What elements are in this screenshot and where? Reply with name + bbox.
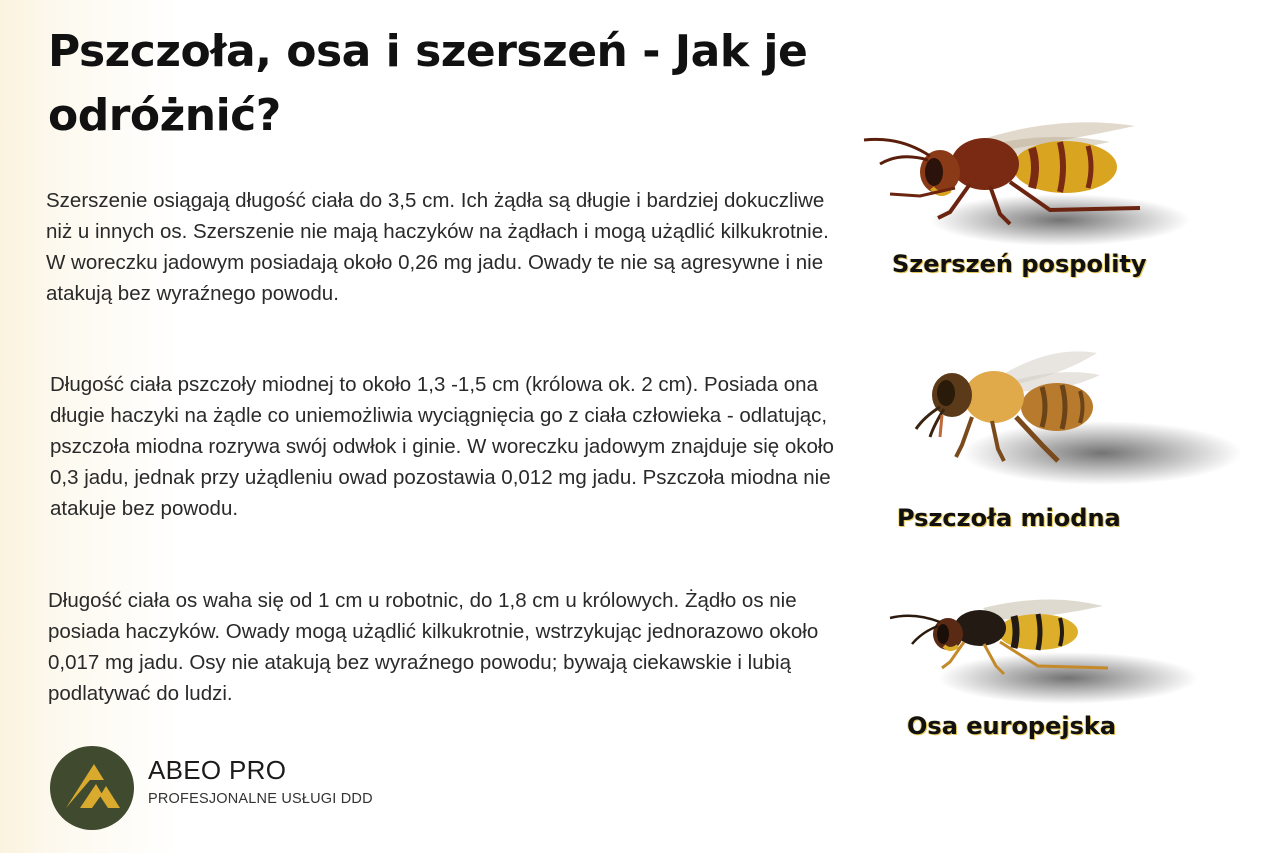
hornet-caption: Szerszeń pospolity — [892, 250, 1147, 278]
brand-name: ABEO PRO — [148, 755, 287, 785]
honeybee-caption: Pszczoła miodna — [897, 504, 1121, 532]
wasp-description: Długość ciała os waha się od 1 cm u robotnic, do 1,8 cm u królowych. Żądło os nie posiada haczyków. Owady mogą użądlić kilkukrotnie, wstrzykując jednorazowo około 0,017 mg jadu. Osy nie atakują bez wyraźnego powodu; bywają ciekawskie i lubią podlatywać do ludzi. — [48, 589, 819, 705]
honeybee-description: Długość ciała pszczoły miodnej to około 1,3 -1,5 cm (królowa ok. 2 cm). Posiada ona długie haczyki na żądle co uniemożliwia wyciągnięcia go z ciała człowieka - odlatując, pszczoła miodna rozrywa swój odwłok i ginie. W woreczku jadowym znajduje się około 0,3 jadu, jednak przy użądleniu owad pozostawia 0,012 mg jadu. Pszczoła miodna nie atakuje bez powodu. — [50, 373, 834, 520]
abeo-logo-icon — [50, 746, 134, 830]
page-title: Pszczoła, osa i szerszeń - Jak je odróżnić? — [48, 26, 808, 141]
brand-tagline: PROFESJONALNE USŁUGI DDD — [148, 791, 373, 807]
honeybee-icon — [912, 345, 1222, 485]
hornet-description: Szerszenie osiągają długość ciała do 3,5 cm. Ich żądła są długie i bardziej dokuczliwe niż u innych os. Szerszenie nie mają haczyków na żądłach i mogą użądlić kilkukrotnie. W woreczku jadowym posiadają około 0,26 mg jadu. Owady te nie są agresywne i nie atakują bez wyraźnego powodu. — [46, 189, 829, 305]
hornet-icon — [860, 112, 1160, 242]
wasp-caption: Osa europejska — [907, 712, 1117, 740]
wasp-icon — [888, 592, 1178, 702]
